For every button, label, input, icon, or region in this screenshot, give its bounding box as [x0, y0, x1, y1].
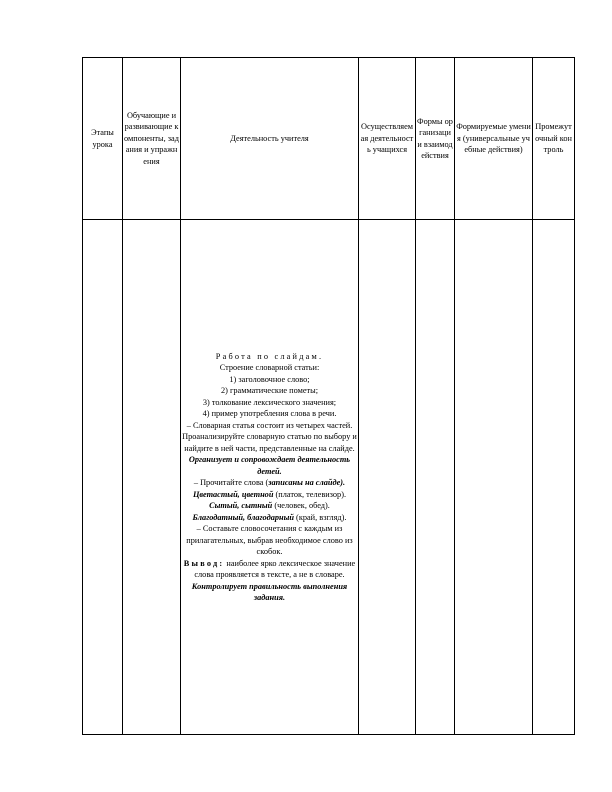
cell-teacher-activity [181, 220, 359, 735]
cell-skills [455, 220, 533, 735]
teacher-note: Организует и сопровождает деятельность детей. [188, 455, 351, 476]
word-pair: Сытый, сытный (человек, обед). [209, 501, 330, 510]
structure-item: 1) заголовочное слово; [229, 374, 310, 384]
cell-student-activity [359, 220, 416, 735]
header-stages: Этапы урока [83, 58, 123, 220]
word-pair: Благодатный, благодарный (край, взгляд). [192, 512, 347, 522]
cell-interaction-forms [416, 220, 455, 735]
header-student-activity: Осуществляемая деятельность учащихся [359, 58, 416, 220]
structure-intro: Строение словарной статьи: [219, 363, 320, 372]
word-pair: Цветастый, цветной (платок, телевизор). [192, 489, 347, 499]
structure-item: 3) толкование лексического значения; [202, 397, 337, 407]
read-words-task: – Прочитайте слова (записаны на слайде). [193, 478, 346, 487]
structure-item: 2) грамматические пометы; [220, 386, 319, 395]
cell-stage [83, 220, 123, 735]
slides-heading: Работа по слайдам. [215, 351, 324, 361]
structure-item: 4) пример употребления слова в речи. [202, 409, 337, 418]
compose-paragraph: – Составьте словосочетания с каждым из прилагательных, выбрав необходимое слово из скобок. [186, 524, 353, 556]
cell-control [533, 220, 575, 735]
teacher-note: Контролирует правильность выполнения задания. [191, 581, 348, 602]
header-row [83, 58, 575, 220]
body-row [83, 220, 575, 735]
analysis-paragraph: – Словарная статья состоит из четырех частей. Проанализируйте словарную статью по выбору и найдите в ней части, представленные на слайде. [182, 420, 357, 453]
cell-components [123, 220, 181, 735]
header-skills: Формируемые умения (универсальные учебные действия) [455, 58, 533, 220]
conclusion: Вывод: наиболее ярко лексическое значение слова проявляется в тексте, а не в словаре. [183, 558, 356, 579]
header-interaction-forms: Формы организации взаимодействия [416, 58, 455, 220]
header-teacher-activity: Деятельность учителя [181, 58, 359, 220]
header-control: Промежуточный контроль [533, 58, 575, 220]
lesson-plan-table [82, 57, 575, 735]
header-components: Обучающие и развивающие компоненты, задания и упражнения [123, 58, 181, 220]
